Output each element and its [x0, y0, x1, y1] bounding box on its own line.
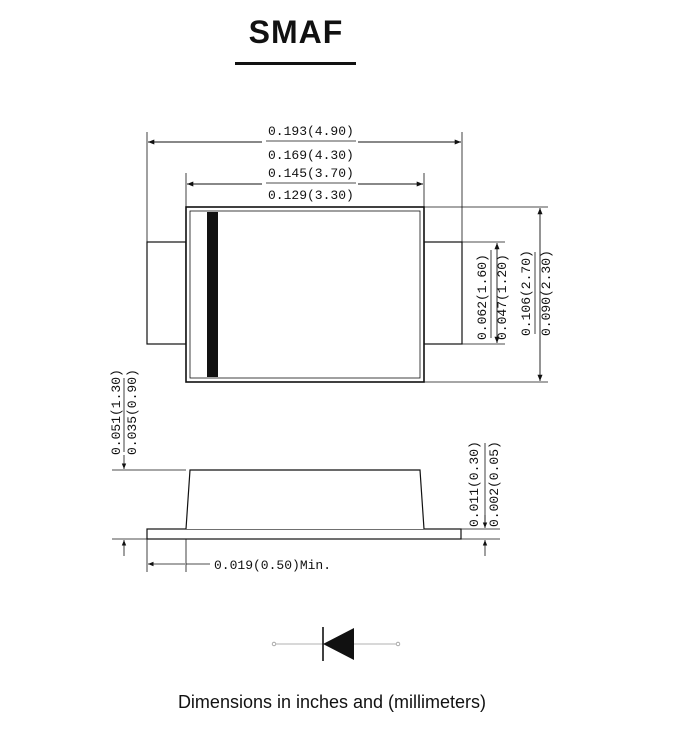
side-view — [147, 470, 461, 539]
left-lead — [147, 242, 186, 344]
dim-overall-length — [148, 124, 461, 163]
dim-lead-width — [475, 243, 510, 343]
dim-body-length-max: 0.145(3.70) — [268, 166, 354, 181]
page-title: SMAF — [248, 14, 344, 50]
dim-lead-thickness-min: 0.002(0.05) — [487, 441, 502, 527]
right-lead — [424, 242, 462, 344]
dim-overall-length-min: 0.169(4.30) — [268, 148, 354, 163]
dim-body-length-min: 0.129(3.30) — [268, 188, 354, 203]
diode-symbol-icon — [272, 627, 400, 661]
lead-frame — [147, 529, 461, 539]
dim-height-max: 0.051(1.30) — [109, 369, 124, 455]
dim-body-width — [519, 208, 554, 381]
dim-height — [112, 455, 186, 556]
top-view — [147, 207, 462, 382]
dim-lead-width-max: 0.062(1.60) — [475, 254, 490, 340]
dim-lead-length-min: 0.019(0.50)Min. — [214, 558, 332, 573]
dim-body-length — [187, 166, 423, 203]
dim-height-min: 0.035(0.90) — [125, 369, 140, 455]
dim-lead-width-min: 0.047(1.20) — [495, 254, 510, 340]
dim-overall-length-max: 0.193(4.90) — [268, 124, 354, 139]
side-body — [186, 470, 424, 529]
dim-body-width-max: 0.106(2.70) — [519, 250, 534, 336]
dim-lead-thickness-max: 0.011(0.30) — [467, 441, 482, 527]
footer-caption: Dimensions in inches and (millimeters) — [177, 692, 487, 712]
cathode-band — [207, 212, 218, 377]
package-body — [186, 207, 424, 382]
dim-lead-length — [147, 539, 210, 572]
dim-body-width-min: 0.090(2.30) — [539, 250, 554, 336]
